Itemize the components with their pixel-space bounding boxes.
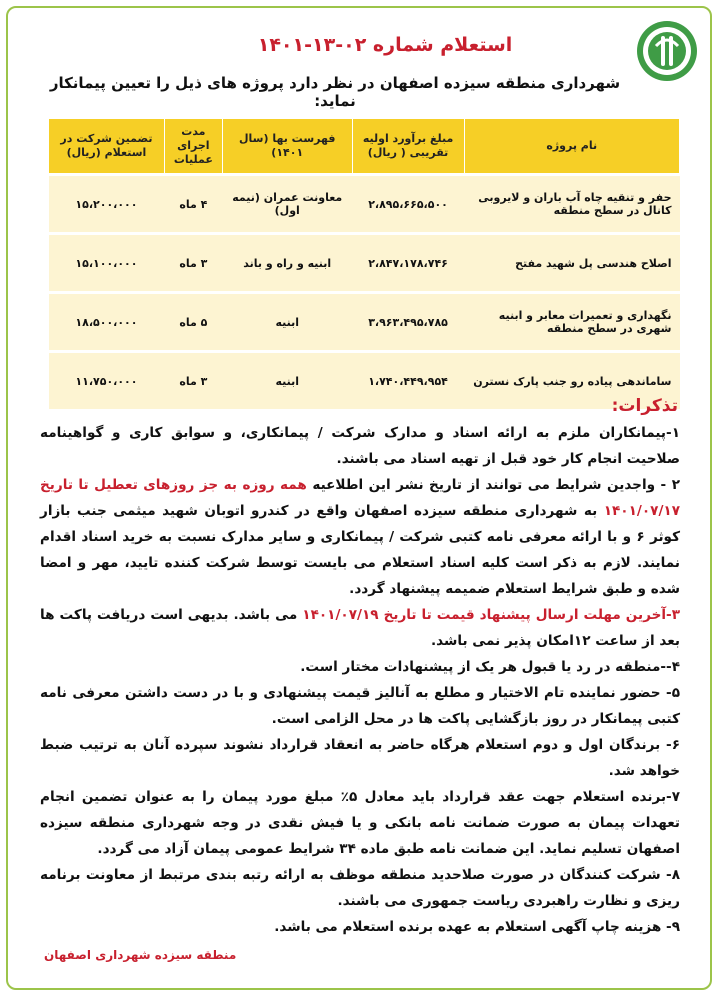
cell-guarantee: ۱۸،۵۰۰،۰۰۰ (49, 293, 165, 352)
note-3-deadline: ۳-آخرین مهلت ارسال پیشنهاد قیمت تا تاریخ ۱۴۰۱/۰۷/۱۹ (302, 607, 681, 623)
municipality-logo-icon (632, 16, 702, 86)
note-2 (40, 472, 680, 602)
note-9: ۹- هزینه چاپ آگهی استعلام به عهده برنده استعلام می باشد. (274, 919, 680, 935)
page-subtitle: شهرداری منطقه سیزده اصفهان در نظر دارد پروژه های ذیل را تعیین پیمانکار نماید: (49, 74, 621, 110)
note-1: ۱-پیمانکاران ملزم به ارائه اسناد و مدارک شرکت / پیمانکاری، و سوابق کاری و گواهینامه صلاحیت انجام کار خود قبل از تهیه اسناد می باشند. (40, 425, 680, 467)
cell-estimate: ۱،۷۴۰،۴۴۹،۹۵۴ (352, 352, 464, 410)
cell-project-name: حفر و تنقیه چاه آب باران و لایروبی کانال در سطح منطقه (464, 175, 680, 234)
cell-project-name: ساماندهی پیاده رو جنب پارک نسترن (464, 352, 680, 410)
column-header-guarantee: تضمین شرکت در استعلام (ریال) (49, 119, 165, 175)
cell-guarantee: ۱۵،۲۰۰،۰۰۰ (49, 175, 165, 234)
note-6: ۶- برندگان اول و دوم استعلام هرگاه حاضر به انعقاد قرارداد نشوند سپرده آنان به ترتیب ضبط خواهد شد. (40, 737, 680, 779)
table-row (49, 352, 680, 410)
table-header-row (49, 119, 680, 175)
page-title: استعلام شماره ۰۲-۱۳-۱۴۰۱ (257, 34, 513, 56)
cell-price-list: ابنیه و راه و باند (222, 234, 352, 293)
cell-duration: ۴ ماه (164, 175, 222, 234)
note-8: ۸- شرکت کنندگان در صورت صلاحدید منطقه موظف به ارائه رتبه بندی مرتبط از معاونت برنامه ریزی و نظارت راهبردی ریاست جمهوری می باشند. (40, 867, 680, 909)
note-4: ۴--منطقه در رد یا قبول هر یک از پیشنهادات مختار است. (300, 659, 680, 675)
cell-project-name: نگهداری و تعمیرات معابر و ابنیه شهری در سطح منطقه (464, 293, 680, 352)
cell-project-name: اصلاح هندسی پل شهید مفتح (464, 234, 680, 293)
note-7: ۷-برنده استعلام جهت عقد قرارداد باید معادل ۵٪ مبلغ مورد پیمان را به عنوان تضمین انجام تعهدات پیمان به صورت ضمانت نامه بانکی و یا فیش نقدی در وجه شهرداری منطقه سیزده اصفهان تسلیم نماید. این ضمانت نامه طبق ماده ۳۴ شرایط عمومی پیمان آزاد می گردد. (40, 789, 680, 857)
table-row (49, 293, 680, 352)
table-row (49, 234, 680, 293)
notes-section (40, 420, 680, 940)
cell-estimate: ۲،۸۴۷،۱۷۸،۷۴۶ (352, 234, 464, 293)
footer-signature: منطقه سیزده شهرداری اصفهان (44, 948, 237, 962)
cell-price-list: ابنیه (222, 293, 352, 352)
cell-duration: ۵ ماه (164, 293, 222, 352)
cell-estimate: ۲،۸۹۵،۶۶۵،۵۰۰ (352, 175, 464, 234)
cell-estimate: ۳،۹۶۳،۴۹۵،۷۸۵ (352, 293, 464, 352)
note-2-deadline: همه روزه به جز روزهای تعطیل تا تاریخ ۱۴۰۱/۰۷/۱۷ (40, 477, 681, 519)
note-2-text-b: به شهرداری منطقه سیزده اصفهان واقع در کندرو اتوبان شهید میثمی جنب بازار کوثر ۶ و با ارائه معرفی نامه کتبی شرکت / پیمانکاری و سایر مدارک نسبت به خرید اسناد اقدام نمایند. لازم به ذکر است کلیه اسناد استعلام می بایست توسط شرکت کننده تایید، مهر و امضا شده و طبق شرایط استعلام ضمیمه پیشنهاد گردد. (40, 503, 680, 597)
cell-guarantee: ۱۵،۱۰۰،۰۰۰ (49, 234, 165, 293)
cell-guarantee: ۱۱،۷۵۰،۰۰۰ (49, 352, 165, 410)
column-header-name: نام پروژه (464, 119, 680, 175)
note-2-text-a: ۲ - واجدین شرایط می توانند از تاریخ نشر این اطلاعیه (312, 477, 680, 493)
column-header-estimate: مبلغ برآورد اولیه تقریبی ( ریال) (352, 119, 464, 175)
column-header-duration: مدت اجرای عملیات (164, 119, 222, 175)
cell-price-list: معاونت عمران (نیمه اول) (222, 175, 352, 234)
table-row (49, 175, 680, 234)
note-3-text: می باشد. بدیهی است دریافت پاکت ها بعد از ساعت ۱۲امکان پذیر نمی باشد. (40, 607, 680, 649)
note-5: ۵- حضور نماینده تام الاختیار و مطلع به آنالیز قیمت پیشنهادی و با در دست داشتن معرفی نامه کتبی پیمانکار در روز بازگشایی پاکت ها در محل الزامی است. (40, 685, 680, 727)
note-3 (40, 602, 680, 654)
cell-duration: ۳ ماه (164, 234, 222, 293)
cell-duration: ۳ ماه (164, 352, 222, 410)
projects-table (48, 118, 680, 409)
notes-heading: تذکرات: (611, 396, 678, 416)
cell-price-list: ابنیه (222, 352, 352, 410)
column-header-price-list: فهرست بها (سال ۱۴۰۱) (222, 119, 352, 175)
